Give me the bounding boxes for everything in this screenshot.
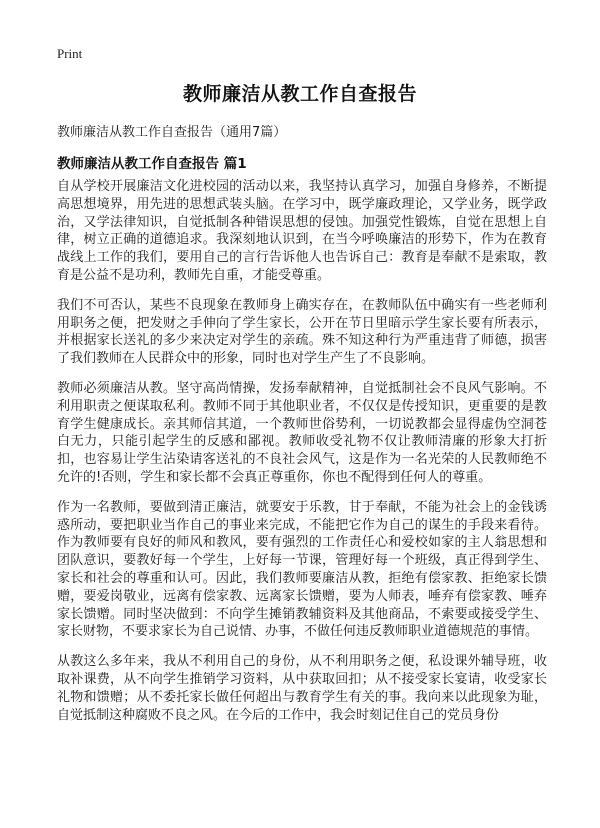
document-subtitle: 教师廉洁从教工作自查报告（通用7篇） xyxy=(57,125,287,140)
paragraph-5: 从教这么多年来，我从不利用自己的身份，从不利用职务之便，私设课外辅导班，收取补课费，从不向学生推销学习资料，从中获取回扣；从不接受家长宴请，收受家长礼物和馈赠；从不委托家长做任何超出与教育学生有关的事。我向来以此现象为耻，自觉抵制这种腐败不良之风。在今后的工作中，我会时刻记住自己的党员身份 xyxy=(57,654,547,723)
document-body xyxy=(57,178,547,736)
paragraph-2: 我们不可否认，某些不良现象在教师身上确实存在，在教师队伍中确实有一些老师利用职务之便，把发财之手伸向了学生家长，公开在节日里暗示学生家长要有所表示，并根据家长送礼的多少来决定对学生的亲疏。殊不知这种行为严重违背了师德，损害了我们教师在人民群众中的形象，同时也对学生产生了不良影响。 xyxy=(57,297,547,367)
paragraph-1: 自从学校开展廉洁文化进校园的活动以来，我坚持认真学习，加强自身修养，不断提高思想境界，用先进的思想武装头脑。在学习中，既学廉政理论，又学业务，既学政治，又学法律知识，自觉抵制各种错误思想的侵蚀。加强党性锻炼，自觉在思想上自律，树立正确的道德追求。我深刻地认识到，在当今呼唤廉洁的形势下，作为在教育战线上工作的我们，要用自己的言行告诉他人也告诉自己：教育是奉献不是索取，教育是公益不是功利，教师先自重，才能受尊重。 xyxy=(57,179,547,283)
document-title: 教师廉洁从教工作自查报告 xyxy=(182,83,417,105)
print-link[interactable]: Print xyxy=(57,46,83,61)
section-heading: 教师廉洁从教工作自查报告 篇1 xyxy=(57,156,247,172)
paragraph-3: 教师必须廉洁从教。坚守高尚情操，发扬奉献精神，自觉抵制社会不良风气影响。不利用职责之便谋取私利。教师不同于其他职业者，不仅仅是传授知识，更重要的是教育学生健康成长。亲其师信其道，一个教师世俗势利，一切说教都会显得虚伪空洞苍白无力，只能引起学生的反感和鄙视。教师收受礼物不仅让教师清廉的形象大打折扣，也容易让学生沾染请客送礼的不良社会风气，这是作为一名光荣的人民教师绝不允许的!否则，学生和家长都不会真正尊重你，你也不配得到任何人的尊重。 xyxy=(57,380,547,485)
paragraph-4: 作为一名教师，要做到清正廉洁，就要安于乐教，甘于奉献，不能为社会上的金钱诱惑所动，要把职业当作自己的事业来完成，不能把它作为自己的谋生的手段来看待。作为教师要有良好的师风和教风，要有强烈的工作责任心和爱校如家的主人翁思想和团队意识，要教好每一个学生，上好每一节课，管理好每一个班级，真正得到学生、家长和社会的尊重和认可。因此，我们教师要廉洁从教，拒绝有偿家教、拒绝家长馈赠，要爱岗敬业，远离有偿家教、远离家长馈赠，要为人师表，唾弃有偿家教、唾弃家长馈赠。同时坚决做到：不向学生摊销教辅资料及其他商品，不索要或接受学生、家长财物，不要求家长为自己说情、办事，不做任何违反教师职业道德规范的事情。 xyxy=(57,499,547,640)
